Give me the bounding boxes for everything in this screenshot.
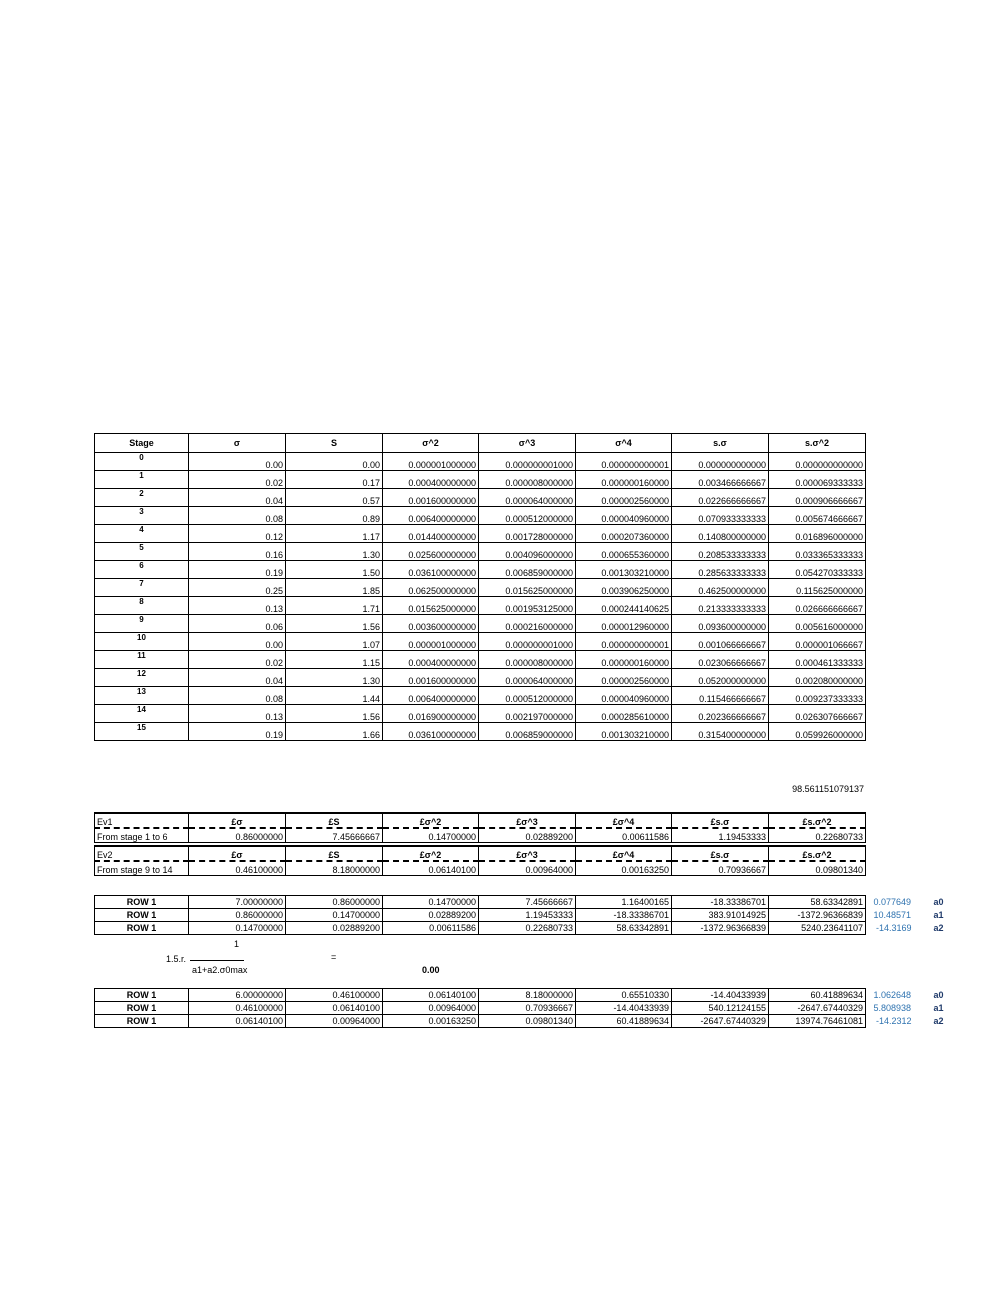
sum-value-cell: 1.19453333 bbox=[672, 828, 769, 843]
coefficient-label: a0 bbox=[933, 897, 944, 907]
sum-header-cell: £S bbox=[286, 846, 383, 861]
matrix-cell: -2647.67440329 bbox=[769, 1002, 866, 1015]
sum-header-cell: £s.σ^2 bbox=[769, 846, 866, 861]
matrix-row bbox=[95, 909, 946, 922]
stage-value-cell: 0.13 bbox=[189, 597, 286, 615]
stage-number-cell: 8 bbox=[95, 597, 189, 615]
stage-number-cell: 0 bbox=[95, 453, 189, 471]
stage-value-cell: 0.000216000000 bbox=[479, 615, 576, 633]
coefficient-value: 0.077649 bbox=[873, 897, 911, 907]
coefficient-label: a1 bbox=[933, 1003, 944, 1013]
stage-value-cell: 0.000012960000 bbox=[576, 615, 672, 633]
matrix-cell: -14.40433939 bbox=[576, 1002, 672, 1015]
header-cell: s.σ bbox=[672, 434, 769, 453]
header-cell: s.σ^2 bbox=[769, 434, 866, 453]
stage-value-cell: 0.014400000000 bbox=[383, 525, 479, 543]
sum-value-cell: 0.14700000 bbox=[383, 828, 479, 843]
stage-value-cell: 0.003466666667 bbox=[672, 471, 769, 489]
sum-value-cell: 8.18000000 bbox=[286, 861, 383, 876]
matrix-cell: 5240.23641107 bbox=[769, 922, 866, 935]
matrix-cell: -1372.96366839 bbox=[769, 909, 866, 922]
stage-value-cell: 0.015625000000 bbox=[479, 579, 576, 597]
matrix-cell: 540.12124155 bbox=[672, 1002, 769, 1015]
matrix-cell: 8.18000000 bbox=[479, 989, 576, 1002]
stage-value-cell: 1.56 bbox=[286, 615, 383, 633]
stage-value-cell: 1.56 bbox=[286, 705, 383, 723]
matrix-cell: 7.45666667 bbox=[479, 896, 576, 909]
stage-row bbox=[95, 687, 866, 705]
stage-value-cell: 0.202366666667 bbox=[672, 705, 769, 723]
matrix-cell: 1.19453333 bbox=[479, 909, 576, 922]
stage-value-cell: 0.213333333333 bbox=[672, 597, 769, 615]
coefficient-label: a1 bbox=[933, 910, 944, 920]
sums-ev2-header bbox=[95, 846, 866, 861]
matrix-cell: 0.46100000 bbox=[286, 989, 383, 1002]
stage-value-cell: 1.17 bbox=[286, 525, 383, 543]
sum-header-cell: £σ^3 bbox=[479, 813, 576, 828]
matrix-cell: 383.91014925 bbox=[672, 909, 769, 922]
stage-value-cell: 0.001953125000 bbox=[479, 597, 576, 615]
sum-header-cell: £σ^4 bbox=[576, 813, 672, 828]
stage-value-cell: 0.000400000000 bbox=[383, 471, 479, 489]
matrix-cell: 0.09801340 bbox=[479, 1015, 576, 1028]
stage-value-cell: 0.004096000000 bbox=[479, 543, 576, 561]
stage-value-cell: 0.04 bbox=[189, 669, 286, 687]
sum-header-cell: £S bbox=[286, 813, 383, 828]
stage-number-cell: 9 bbox=[95, 615, 189, 633]
stage-row bbox=[95, 633, 866, 651]
sum-header-cell: Ev1 bbox=[95, 813, 189, 828]
formula-numerator: 1 bbox=[234, 939, 240, 949]
matrix-cell: 6.00000000 bbox=[189, 989, 286, 1002]
header-cell: σ^3 bbox=[479, 434, 576, 453]
sums-ev2-table bbox=[94, 845, 866, 876]
coefficient-value: -14.2312 bbox=[875, 1016, 912, 1026]
stage-value-cell: 0.000069333333 bbox=[769, 471, 866, 489]
matrix-cell: 60.41889634 bbox=[576, 1015, 672, 1028]
matrix-cell: 0.06140100 bbox=[286, 1002, 383, 1015]
stage-value-cell: 0.059926000000 bbox=[769, 723, 866, 741]
stage-value-cell: 0.036100000000 bbox=[383, 723, 479, 741]
matrix-row-label: ROW 1 bbox=[95, 896, 189, 909]
stage-value-cell: 0.001600000000 bbox=[383, 669, 479, 687]
stage-row bbox=[95, 543, 866, 561]
stage-value-cell: 0.000008000000 bbox=[479, 471, 576, 489]
stage-value-cell: 0.001303210000 bbox=[576, 561, 672, 579]
stage-value-cell: 0.005616000000 bbox=[769, 615, 866, 633]
stage-value-cell: 1.30 bbox=[286, 669, 383, 687]
stage-value-cell: 0.001728000000 bbox=[479, 525, 576, 543]
stage-value-cell: 1.66 bbox=[286, 723, 383, 741]
matrix-ev2-body bbox=[95, 989, 946, 1028]
stage-value-cell: 0.002080000000 bbox=[769, 669, 866, 687]
matrix-row bbox=[95, 922, 946, 935]
stage-value-cell: 0.89 bbox=[286, 507, 383, 525]
matrix-cell: 0.65510330 bbox=[576, 989, 672, 1002]
matrix-cell: -2647.67440329 bbox=[672, 1015, 769, 1028]
stage-value-cell: 0.000461333333 bbox=[769, 651, 866, 669]
stage-value-cell: 0.19 bbox=[189, 561, 286, 579]
coefficient-label: a0 bbox=[933, 990, 944, 1000]
stage-value-cell: 0.000285610000 bbox=[576, 705, 672, 723]
stage-value-cell: 0.000040960000 bbox=[576, 687, 672, 705]
stage-row bbox=[95, 471, 866, 489]
formula-denominator: a1+a2.σ0max bbox=[192, 965, 248, 975]
stage-number-cell: 3 bbox=[95, 507, 189, 525]
stage-value-cell: 0.093600000000 bbox=[672, 615, 769, 633]
stage-value-cell: 0.003600000000 bbox=[383, 615, 479, 633]
stage-value-cell: 0.000001000000 bbox=[383, 633, 479, 651]
stage-value-cell: 0.023066666667 bbox=[672, 651, 769, 669]
stage-value-cell: 0.285633333333 bbox=[672, 561, 769, 579]
stage-row bbox=[95, 489, 866, 507]
matrix-cell: 0.06140100 bbox=[383, 989, 479, 1002]
formula-prefix: 1.5.r. bbox=[166, 954, 187, 964]
sum-header-cell: £σ bbox=[189, 846, 286, 861]
coefficient-value: -14.3169 bbox=[875, 923, 912, 933]
matrix-cell: 0.02889200 bbox=[286, 922, 383, 935]
stage-value-cell: 0.016900000000 bbox=[383, 705, 479, 723]
stage-value-cell: 0.052000000000 bbox=[672, 669, 769, 687]
stage-value-cell: 0.000002560000 bbox=[576, 489, 672, 507]
stage-row bbox=[95, 579, 866, 597]
stage-table-body bbox=[95, 453, 866, 741]
fraction-line bbox=[190, 960, 244, 961]
matrix-cell: 13974.76461081 bbox=[769, 1015, 866, 1028]
stage-value-cell: 0.000008000000 bbox=[479, 651, 576, 669]
sum-value-cell: 0.00964000 bbox=[479, 861, 576, 876]
stage-value-cell: 0.001066666667 bbox=[672, 633, 769, 651]
matrix-row bbox=[95, 1015, 946, 1028]
stage-value-cell: 0.02 bbox=[189, 651, 286, 669]
stage-value-cell: 0.006400000000 bbox=[383, 507, 479, 525]
stage-value-cell: 0.000000160000 bbox=[576, 471, 672, 489]
sum-header-cell: £σ^3 bbox=[479, 846, 576, 861]
matrix-cell: 60.41889634 bbox=[769, 989, 866, 1002]
total-value: 98.561151079137 bbox=[792, 784, 864, 794]
sums-ev2-values bbox=[95, 861, 866, 876]
matrix-cell: 0.14700000 bbox=[189, 922, 286, 935]
sum-value-cell: 0.86000000 bbox=[189, 828, 286, 843]
sum-header-cell: £s.σ bbox=[672, 813, 769, 828]
matrix-row bbox=[95, 1002, 946, 1015]
matrix-cell: 0.06140100 bbox=[189, 1015, 286, 1028]
stage-value-cell: 0.062500000000 bbox=[383, 579, 479, 597]
stage-value-cell: 0.005674666667 bbox=[769, 507, 866, 525]
stage-value-cell: 0.025600000000 bbox=[383, 543, 479, 561]
coefficient-value: 5.808938 bbox=[873, 1003, 911, 1013]
stage-value-cell: 0.000400000000 bbox=[383, 651, 479, 669]
stage-value-cell: 0.08 bbox=[189, 507, 286, 525]
matrix-cell: -18.33386701 bbox=[576, 909, 672, 922]
stage-value-cell: 0.000040960000 bbox=[576, 507, 672, 525]
sum-value-cell: 0.22680733 bbox=[769, 828, 866, 843]
stage-number-cell: 10 bbox=[95, 633, 189, 651]
header-cell: Stage bbox=[95, 434, 189, 453]
matrix-cell: 0.86000000 bbox=[189, 909, 286, 922]
stage-number-cell: 11 bbox=[95, 651, 189, 669]
stage-value-cell: 0.00 bbox=[189, 453, 286, 471]
stage-number-cell: 2 bbox=[95, 489, 189, 507]
stage-value-cell: 0.000000001000 bbox=[479, 453, 576, 471]
coefficient-label: a2 bbox=[933, 1016, 944, 1026]
stage-value-cell: 0.000000160000 bbox=[576, 651, 672, 669]
stage-number-cell: 5 bbox=[95, 543, 189, 561]
stage-value-cell: 0.000906666667 bbox=[769, 489, 866, 507]
stage-value-cell: 0.19 bbox=[189, 723, 286, 741]
stage-value-cell: 0.002197000000 bbox=[479, 705, 576, 723]
stage-value-cell: 0.000512000000 bbox=[479, 507, 576, 525]
formula-equals: = bbox=[331, 952, 337, 962]
stage-number-cell: 13 bbox=[95, 687, 189, 705]
sum-value-cell: 0.09801340 bbox=[769, 861, 866, 876]
stage-value-cell: 0.000207360000 bbox=[576, 525, 672, 543]
matrix-cell: 0.46100000 bbox=[189, 1002, 286, 1015]
sum-value-cell: 0.46100000 bbox=[189, 861, 286, 876]
formula-result: 0.00 bbox=[422, 965, 440, 975]
stage-row bbox=[95, 651, 866, 669]
stage-value-cell: 0.315400000000 bbox=[672, 723, 769, 741]
sums-ev1-values bbox=[95, 828, 866, 843]
stage-value-cell: 0.022666666667 bbox=[672, 489, 769, 507]
matrix-cell: 7.00000000 bbox=[189, 896, 286, 909]
matrix-ev2 bbox=[94, 988, 946, 1028]
stage-value-cell: 0.033365333333 bbox=[769, 543, 866, 561]
sum-value-cell: 0.00611586 bbox=[576, 828, 672, 843]
sums-ev1-table bbox=[94, 812, 866, 843]
sum-value-cell: 0.06140100 bbox=[383, 861, 479, 876]
header-cell: S bbox=[286, 434, 383, 453]
stage-row bbox=[95, 597, 866, 615]
coefficient-value: 10.48571 bbox=[873, 910, 911, 920]
stage-value-cell: 0.13 bbox=[189, 705, 286, 723]
stage-row bbox=[95, 723, 866, 741]
sum-header-cell: £σ^4 bbox=[576, 846, 672, 861]
sum-header-cell: £σ^2 bbox=[383, 846, 479, 861]
stage-table-header bbox=[95, 434, 866, 453]
matrix-row-label: ROW 1 bbox=[95, 1002, 189, 1015]
stage-value-cell: 0.25 bbox=[189, 579, 286, 597]
coefficient-label: a2 bbox=[933, 923, 944, 933]
stage-row bbox=[95, 525, 866, 543]
stage-value-cell: 0.12 bbox=[189, 525, 286, 543]
stage-value-cell: 0.000000000000 bbox=[769, 453, 866, 471]
stage-value-cell: 0.001600000000 bbox=[383, 489, 479, 507]
stage-value-cell: 0.00 bbox=[189, 633, 286, 651]
stage-value-cell: 0.009237333333 bbox=[769, 687, 866, 705]
stage-row bbox=[95, 561, 866, 579]
stage-value-cell: 0.000000001000 bbox=[479, 633, 576, 651]
stage-value-cell: 0.026666666667 bbox=[769, 597, 866, 615]
stage-number-cell: 6 bbox=[95, 561, 189, 579]
stage-value-cell: 0.17 bbox=[286, 471, 383, 489]
stage-value-cell: 0.000000000001 bbox=[576, 453, 672, 471]
stage-value-cell: 1.50 bbox=[286, 561, 383, 579]
stage-value-cell: 0.000001066667 bbox=[769, 633, 866, 651]
matrix-cell: 0.02889200 bbox=[383, 909, 479, 922]
matrix-cell: 0.14700000 bbox=[286, 909, 383, 922]
stage-value-cell: 0.000064000000 bbox=[479, 489, 576, 507]
stage-value-cell: 0.208533333333 bbox=[672, 543, 769, 561]
stage-value-cell: 1.71 bbox=[286, 597, 383, 615]
stage-value-cell: 0.16 bbox=[189, 543, 286, 561]
stage-value-cell: 0.000000000000 bbox=[672, 453, 769, 471]
stage-value-cell: 1.85 bbox=[286, 579, 383, 597]
stage-table bbox=[94, 433, 866, 741]
matrix-cell: 0.22680733 bbox=[479, 922, 576, 935]
stage-value-cell: 0.000002560000 bbox=[576, 669, 672, 687]
sum-header-cell: £σ^2 bbox=[383, 813, 479, 828]
matrix-cell: 0.14700000 bbox=[383, 896, 479, 909]
matrix-cell: 0.70936667 bbox=[479, 1002, 576, 1015]
sums-ev1-header bbox=[95, 813, 866, 828]
matrix-row bbox=[95, 896, 946, 909]
stage-value-cell: 0.000655360000 bbox=[576, 543, 672, 561]
stage-row bbox=[95, 669, 866, 687]
stage-value-cell: 0.070933333333 bbox=[672, 507, 769, 525]
sum-header-cell: £σ bbox=[189, 813, 286, 828]
sum-value-cell: 0.02889200 bbox=[479, 828, 576, 843]
stage-row bbox=[95, 507, 866, 525]
stage-value-cell: 0.036100000000 bbox=[383, 561, 479, 579]
stage-value-cell: 0.006400000000 bbox=[383, 687, 479, 705]
header-cell: σ^2 bbox=[383, 434, 479, 453]
matrix-cell: -1372.96366839 bbox=[672, 922, 769, 935]
stage-value-cell: 0.016896000000 bbox=[769, 525, 866, 543]
matrix-row-label: ROW 1 bbox=[95, 1015, 189, 1028]
matrix-row-label: ROW 1 bbox=[95, 922, 189, 935]
matrix-row-label: ROW 1 bbox=[95, 909, 189, 922]
matrix-cell: -14.40433939 bbox=[672, 989, 769, 1002]
header-cell: σ^4 bbox=[576, 434, 672, 453]
stage-value-cell: 0.04 bbox=[189, 489, 286, 507]
stage-row bbox=[95, 453, 866, 471]
stage-value-cell: 0.015625000000 bbox=[383, 597, 479, 615]
matrix-row bbox=[95, 989, 946, 1002]
stage-value-cell: 0.06 bbox=[189, 615, 286, 633]
stage-value-cell: 0.00 bbox=[286, 453, 383, 471]
stage-value-cell: 0.115466666667 bbox=[672, 687, 769, 705]
stage-value-cell: 0.000001000000 bbox=[383, 453, 479, 471]
sum-value-cell: 0.00163250 bbox=[576, 861, 672, 876]
stage-value-cell: 0.006859000000 bbox=[479, 561, 576, 579]
sum-header-cell: £s.σ bbox=[672, 846, 769, 861]
stage-number-cell: 1 bbox=[95, 471, 189, 489]
stage-value-cell: 0.001303210000 bbox=[576, 723, 672, 741]
matrix-cell: 0.00163250 bbox=[383, 1015, 479, 1028]
stage-value-cell: 0.000000000001 bbox=[576, 633, 672, 651]
coefficient-value: 1.062648 bbox=[873, 990, 911, 1000]
stage-value-cell: 0.02 bbox=[189, 471, 286, 489]
sum-value-cell: 0.70936667 bbox=[672, 861, 769, 876]
matrix-cell: 0.86000000 bbox=[286, 896, 383, 909]
matrix-ev1-body bbox=[95, 896, 946, 935]
stage-value-cell: 1.30 bbox=[286, 543, 383, 561]
stage-number-cell: 12 bbox=[95, 669, 189, 687]
stage-value-cell: 1.44 bbox=[286, 687, 383, 705]
stage-value-cell: 0.115625000000 bbox=[769, 579, 866, 597]
stage-number-cell: 14 bbox=[95, 705, 189, 723]
stage-value-cell: 1.15 bbox=[286, 651, 383, 669]
sum-value-cell: From stage 1 to 6 bbox=[95, 828, 189, 843]
matrix-cell: 58.63342891 bbox=[769, 896, 866, 909]
stage-value-cell: 0.08 bbox=[189, 687, 286, 705]
matrix-cell: 0.00964000 bbox=[286, 1015, 383, 1028]
sum-header-cell: £s.σ^2 bbox=[769, 813, 866, 828]
stage-value-cell: 1.07 bbox=[286, 633, 383, 651]
matrix-cell: 0.00611586 bbox=[383, 922, 479, 935]
stage-value-cell: 0.054270333333 bbox=[769, 561, 866, 579]
matrix-cell: 58.63342891 bbox=[576, 922, 672, 935]
stage-value-cell: 0.140800000000 bbox=[672, 525, 769, 543]
matrix-cell: -18.33386701 bbox=[672, 896, 769, 909]
stage-value-cell: 0.003906250000 bbox=[576, 579, 672, 597]
stage-number-cell: 15 bbox=[95, 723, 189, 741]
stage-value-cell: 0.000064000000 bbox=[479, 669, 576, 687]
stage-value-cell: 0.000512000000 bbox=[479, 687, 576, 705]
stage-value-cell: 0.57 bbox=[286, 489, 383, 507]
matrix-row-label: ROW 1 bbox=[95, 989, 189, 1002]
sum-value-cell: 7.45666667 bbox=[286, 828, 383, 843]
stage-value-cell: 0.006859000000 bbox=[479, 723, 576, 741]
matrix-ev1 bbox=[94, 895, 946, 935]
matrix-cell: 1.16400165 bbox=[576, 896, 672, 909]
sum-value-cell: From stage 9 to 14 bbox=[95, 861, 189, 876]
matrix-cell: 0.00964000 bbox=[383, 1002, 479, 1015]
stage-value-cell: 0.026307666667 bbox=[769, 705, 866, 723]
stage-row bbox=[95, 705, 866, 723]
sum-header-cell: Ev2 bbox=[95, 846, 189, 861]
stage-row bbox=[95, 615, 866, 633]
stage-value-cell: 0.462500000000 bbox=[672, 579, 769, 597]
stage-value-cell: 0.000244140625 bbox=[576, 597, 672, 615]
stage-number-cell: 4 bbox=[95, 525, 189, 543]
header-cell: σ bbox=[189, 434, 286, 453]
stage-number-cell: 7 bbox=[95, 579, 189, 597]
